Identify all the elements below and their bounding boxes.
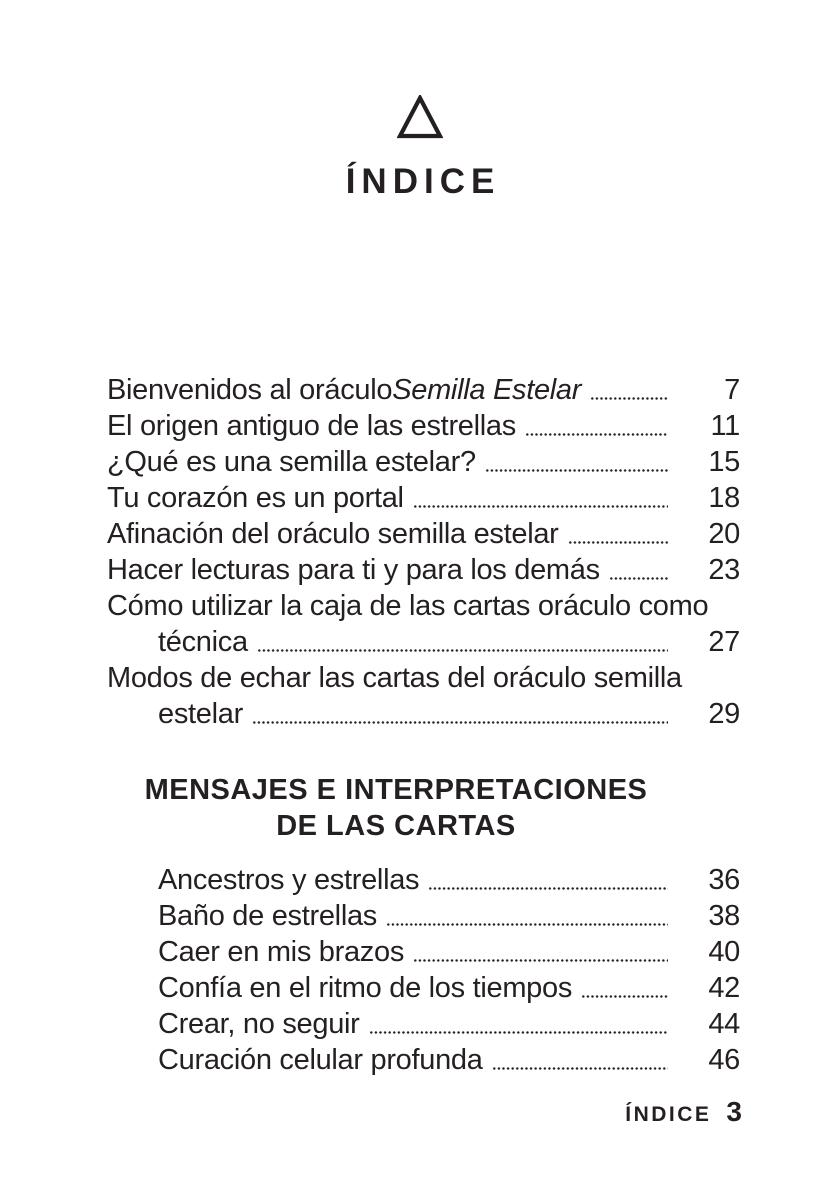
dot-leader	[568, 541, 668, 544]
toc-entry-title: ¿Qué es una semilla estelar?	[107, 446, 476, 478]
section-heading-line2: DE LAS CARTAS	[276, 810, 516, 842]
dot-leader	[485, 469, 668, 472]
toc-entry	[107, 516, 740, 552]
toc-entry-title: técnica	[158, 626, 248, 658]
dot-leader	[252, 721, 668, 724]
toc-entry-page: 15	[708, 446, 740, 478]
toc-entry-title: Cómo utilizar la caja de las cartas oráculo como	[107, 590, 709, 622]
triangle-icon	[397, 95, 443, 139]
section-heading	[107, 772, 685, 844]
toc-entry-title-italic: Semilla Estelar	[392, 374, 582, 406]
toc-entry	[107, 444, 740, 480]
dot-leader	[590, 397, 668, 400]
footer-section-label: ÍNDICE	[625, 1103, 712, 1126]
toc-entry-page: 20	[708, 518, 740, 550]
dot-leader	[428, 887, 668, 890]
toc-entry-wrap-line	[107, 660, 740, 696]
toc-entry-title: Hacer lecturas para ti y para los demás	[107, 554, 600, 586]
toc-entry-title: Afinación del oráculo semilla estelar	[107, 518, 559, 550]
toc-entry-title: Modos de echar las cartas del oráculo semilla	[107, 662, 682, 694]
section-heading-line1: MENSAJES E INTERPRETACIONES	[144, 774, 648, 806]
toc-entry	[107, 372, 740, 408]
dot-leader	[369, 1031, 668, 1034]
toc-entry-title: Ancestros y estrellas	[158, 864, 420, 896]
toc-entry-page: 11	[710, 410, 740, 442]
toc-entry-page: 18	[708, 482, 740, 514]
toc-entry-title: Caer en mis brazos	[158, 936, 405, 968]
dot-leader	[386, 923, 668, 926]
dot-leader	[609, 577, 668, 580]
toc-entry-page: 42	[708, 972, 740, 1004]
toc-entry-page: 27	[708, 626, 740, 658]
toc-entry-continuation	[107, 624, 740, 660]
toc-entry	[107, 898, 740, 934]
toc-entry-title: Confía en el ritmo de los tiempos	[158, 972, 573, 1004]
toc-entry-page: 29	[708, 698, 740, 730]
dot-leader	[257, 649, 668, 652]
dot-leader	[492, 1067, 668, 1070]
dot-leader	[525, 433, 668, 436]
toc-entry-page: 23	[708, 554, 740, 586]
toc-entry	[107, 934, 740, 970]
table-of-contents	[107, 372, 740, 1078]
toc-entry	[107, 970, 740, 1006]
toc-section-card-messages	[107, 862, 740, 1078]
toc-section-introduction	[107, 372, 740, 732]
toc-entry-page: 40	[708, 936, 740, 968]
toc-entry-wrap-line	[107, 588, 740, 624]
toc-entry-title: Crear, no seguir	[158, 1008, 360, 1040]
dot-leader	[581, 995, 668, 998]
header-symbol	[0, 95, 840, 144]
toc-entry-page: 46	[708, 1044, 740, 1076]
running-footer	[625, 1096, 742, 1128]
toc-entry-continuation	[107, 696, 740, 732]
toc-entry-title: El origen antiguo de las estrellas	[107, 410, 516, 442]
toc-entry-page: 38	[708, 900, 740, 932]
toc-entry-title: estelar	[158, 698, 243, 730]
dot-leader	[413, 505, 668, 508]
toc-entry-title: Baño de estrellas	[158, 900, 377, 932]
toc-entry	[107, 552, 740, 588]
toc-entry	[107, 1006, 740, 1042]
toc-entry-page: 36	[708, 864, 740, 896]
toc-entry	[107, 862, 740, 898]
toc-entry	[107, 1042, 740, 1078]
footer-page-number: 3	[726, 1096, 742, 1127]
toc-entry-title: Tu corazón es un portal	[107, 482, 404, 514]
toc-entry-title: Bienvenidos al oráculo	[107, 374, 393, 406]
page-title: ÍNDICE	[345, 162, 501, 201]
toc-entry-title: Curación celular profunda	[158, 1044, 483, 1076]
dot-leader	[413, 959, 668, 962]
toc-entry-page: 44	[708, 1008, 740, 1040]
toc-entry	[107, 408, 740, 444]
toc-entry-page: 7	[724, 374, 740, 406]
toc-entry	[107, 480, 740, 516]
